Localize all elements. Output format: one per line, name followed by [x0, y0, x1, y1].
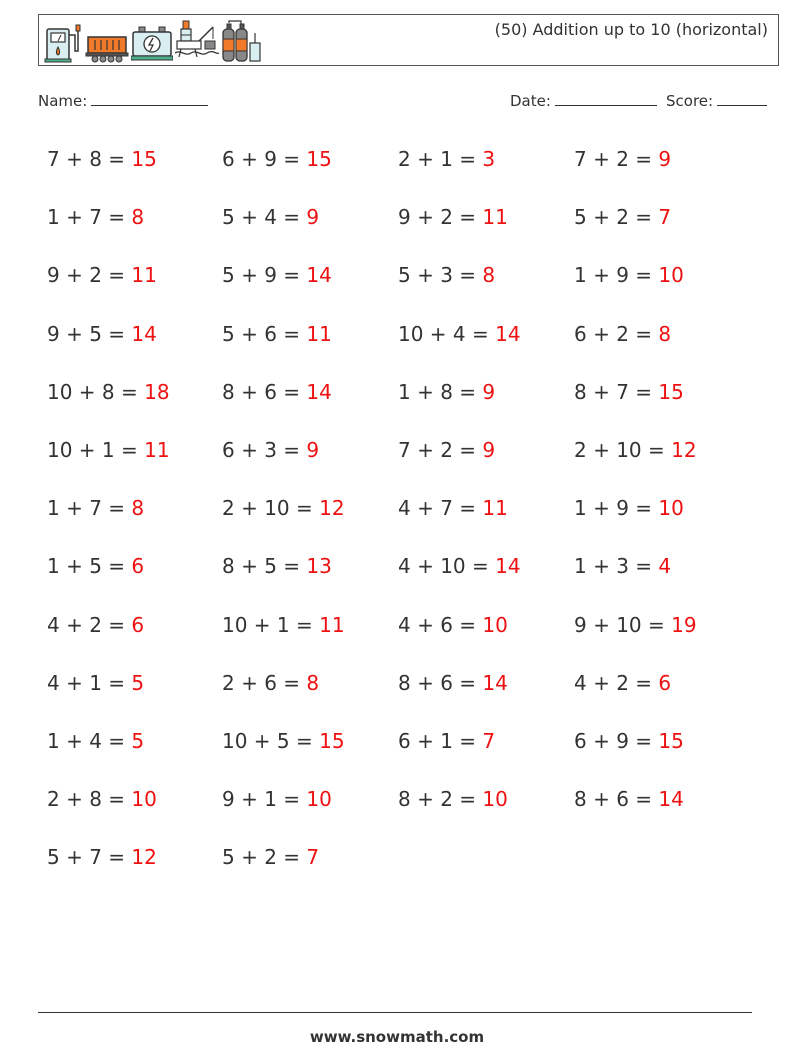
problem-answer: 12 [319, 496, 345, 521]
problem-answer: 8 [131, 496, 145, 521]
problem-expression: 10 + 5 = [222, 729, 320, 753]
problem-expression: 9 + 10 = [574, 612, 672, 637]
problem-expression: 1 + 7 = [47, 496, 132, 521]
problem-expression: 4 + 7 = [398, 496, 483, 521]
problem-answer: 10 [658, 263, 684, 288]
problem-expression: 9 + 2 = [47, 263, 132, 288]
problem-answer: 15 [658, 379, 684, 404]
problem-answer: 6 [658, 670, 672, 695]
problem-item [398, 787, 508, 811]
problem-expression: 5 + 2 = [574, 205, 659, 230]
problem-item [574, 205, 671, 229]
problem-expression: 4 + 2 = [47, 612, 132, 637]
problem-answer: 9 [306, 438, 320, 462]
problem-expression: 8 + 6 = [574, 787, 659, 812]
problem-expression: 2 + 1 = [398, 147, 483, 171]
problem-item [574, 729, 684, 753]
problem-expression: 7 + 2 = [574, 147, 659, 171]
problem-answer: 14 [495, 321, 521, 346]
problem-expression: 6 + 2 = [574, 321, 659, 346]
problem-item [47, 380, 170, 404]
problem-answer: 11 [482, 496, 508, 521]
problem-item [47, 205, 144, 229]
problem-item [574, 147, 671, 171]
problem-answer: 15 [131, 147, 157, 171]
problem-item [222, 322, 332, 346]
problem-expression: 10 + 1 = [47, 438, 145, 462]
problem-answer: 6 [131, 612, 145, 637]
problem-expression: 10 + 1 = [222, 612, 320, 637]
date-label: Date: [510, 92, 551, 110]
problem-expression: 6 + 9 = [222, 147, 307, 171]
problem-item [398, 380, 495, 404]
problem-answer: 14 [658, 787, 684, 812]
problem-answer: 13 [306, 554, 332, 579]
problem-expression: 8 + 6 = [222, 379, 307, 404]
problem-answer: 9 [658, 147, 672, 171]
problem-item [47, 613, 144, 637]
problem-item [574, 787, 684, 811]
problem-answer: 14 [306, 379, 332, 404]
problem-item [222, 263, 332, 287]
problem-expression: 10 + 8 = [47, 379, 145, 404]
problem-answer: 15 [319, 729, 345, 753]
problem-answer: 10 [658, 496, 684, 521]
problem-expression: 8 + 7 = [574, 379, 659, 404]
problem-item [47, 554, 144, 578]
problem-answer: 10 [482, 787, 508, 812]
problem-expression: 5 + 4 = [222, 205, 307, 230]
problem-item [222, 671, 319, 695]
problem-answer: 7 [658, 205, 672, 230]
problem-answer: 12 [671, 438, 697, 462]
problem-expression: 8 + 2 = [398, 787, 483, 812]
problem-item [222, 205, 319, 229]
problem-expression: 5 + 3 = [398, 263, 483, 288]
problem-item [398, 147, 495, 171]
problem-expression: 4 + 6 = [398, 612, 483, 637]
worksheet-title: (50) Addition up to 10 (horizontal) [494, 20, 768, 39]
problem-item [398, 263, 495, 287]
problem-answer: 11 [306, 321, 332, 346]
problem-answer: 14 [131, 321, 157, 346]
problem-answer: 14 [306, 263, 332, 288]
problem-item [222, 845, 319, 869]
problem-answer: 7 [306, 845, 320, 870]
problem-answer: 15 [658, 729, 684, 753]
problem-item [47, 845, 157, 869]
problem-item [574, 554, 671, 578]
problem-answer: 3 [482, 147, 496, 171]
problem-item [47, 787, 157, 811]
problem-answer: 4 [658, 554, 672, 579]
problem-answer: 9 [306, 205, 320, 230]
footer-divider [38, 1012, 752, 1013]
problem-item [398, 438, 495, 462]
problem-expression: 2 + 10 = [574, 438, 672, 462]
problem-item [47, 322, 157, 346]
problem-item [398, 496, 508, 520]
problem-answer: 8 [658, 321, 672, 346]
problem-item [222, 496, 345, 520]
problem-expression: 5 + 7 = [47, 845, 132, 870]
problem-answer: 5 [131, 729, 145, 753]
problem-answer: 9 [482, 379, 496, 404]
problem-expression: 9 + 5 = [47, 321, 132, 346]
problem-answer: 8 [131, 205, 145, 230]
problem-item [47, 263, 157, 287]
problem-answer: 8 [306, 670, 320, 695]
problem-answer: 19 [671, 612, 697, 637]
problem-expression: 7 + 8 = [47, 147, 132, 171]
problem-expression: 5 + 2 = [222, 845, 307, 870]
problem-answer: 18 [144, 379, 170, 404]
problem-item [47, 671, 144, 695]
problem-answer: 6 [131, 554, 145, 579]
footer-site: www.snowmath.com [309, 1028, 485, 1046]
problem-expression: 4 + 1 = [47, 670, 132, 695]
problem-expression: 5 + 6 = [222, 321, 307, 346]
problem-answer: 9 [482, 438, 496, 462]
problem-item [398, 613, 508, 637]
problem-expression: 6 + 3 = [222, 438, 307, 462]
problem-item [398, 729, 495, 753]
problem-item [574, 496, 684, 520]
problem-answer: 14 [495, 554, 521, 579]
problem-answer: 10 [131, 787, 157, 812]
problem-item [47, 496, 144, 520]
problem-expression: 9 + 1 = [222, 787, 307, 812]
problem-expression: 1 + 8 = [398, 379, 483, 404]
problem-expression: 4 + 10 = [398, 554, 496, 579]
problem-expression: 6 + 9 = [574, 729, 659, 753]
problem-answer: 14 [482, 670, 508, 695]
problem-item [47, 147, 157, 171]
problem-expression: 1 + 9 = [574, 496, 659, 521]
problem-item [222, 147, 332, 171]
name-label: Name: [38, 92, 88, 110]
problem-answer: 15 [306, 147, 332, 171]
problem-answer: 8 [482, 263, 496, 288]
problem-item [574, 438, 697, 462]
problem-expression: 1 + 7 = [47, 205, 132, 230]
problem-answer: 7 [482, 729, 496, 753]
problem-item [398, 671, 508, 695]
problem-item [222, 554, 332, 578]
problem-expression: 2 + 10 = [222, 496, 320, 521]
problem-item [574, 613, 697, 637]
problem-answer: 11 [319, 612, 345, 637]
problem-expression: 4 + 2 = [574, 670, 659, 695]
problem-item [574, 263, 684, 287]
problem-item [222, 613, 345, 637]
problem-item [222, 380, 332, 404]
problem-item [574, 322, 671, 346]
problem-expression: 8 + 5 = [222, 554, 307, 579]
problem-answer: 5 [131, 670, 145, 695]
problem-expression: 1 + 5 = [47, 554, 132, 579]
problem-expression: 8 + 6 = [398, 670, 483, 695]
problem-expression: 1 + 3 = [574, 554, 659, 579]
problem-item [222, 729, 345, 753]
problem-item [398, 205, 508, 229]
score-label: Score: [666, 92, 714, 110]
problem-expression: 7 + 2 = [398, 438, 483, 462]
problem-answer: 11 [482, 205, 508, 230]
problem-expression: 2 + 8 = [47, 787, 132, 812]
problem-answer: 10 [482, 612, 508, 637]
problem-expression: 1 + 9 = [574, 263, 659, 288]
problem-item [574, 671, 671, 695]
problem-expression: 10 + 4 = [398, 321, 496, 346]
problem-item [222, 787, 332, 811]
problem-item [222, 438, 319, 462]
problem-answer: 11 [131, 263, 157, 288]
problem-answer: 12 [131, 845, 157, 870]
problem-expression: 2 + 6 = [222, 670, 307, 695]
problem-item [398, 554, 521, 578]
problem-item [47, 729, 144, 753]
problem-item [574, 380, 684, 404]
problem-expression: 1 + 4 = [47, 729, 132, 753]
problem-item [47, 438, 170, 462]
problem-expression: 5 + 9 = [222, 263, 307, 288]
problem-answer: 11 [144, 438, 170, 462]
problem-answer: 10 [306, 787, 332, 812]
problem-item [398, 322, 521, 346]
problem-expression: 6 + 1 = [398, 729, 483, 753]
problem-expression: 9 + 2 = [398, 205, 483, 230]
